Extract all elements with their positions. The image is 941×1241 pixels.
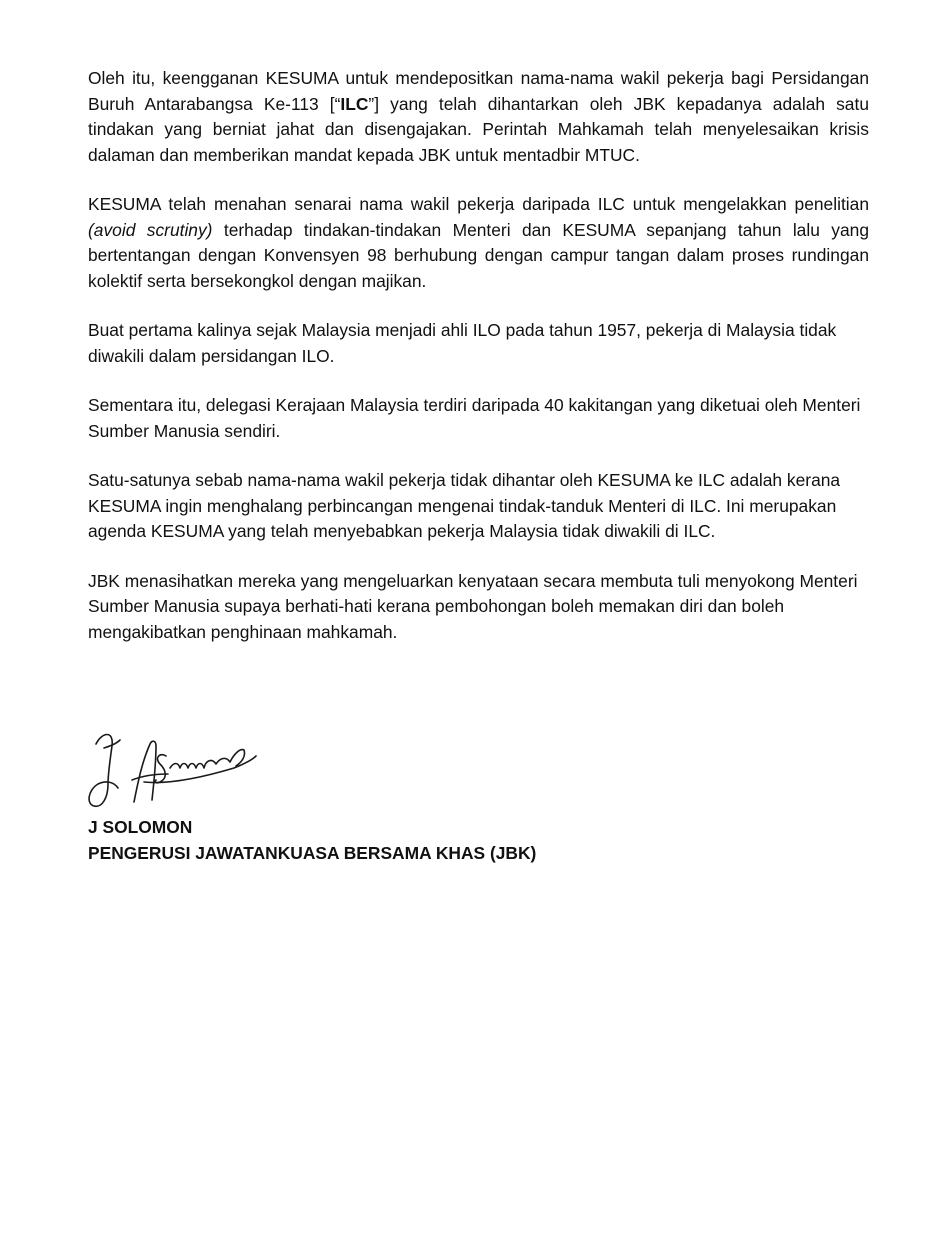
paragraph-2-text-b: terhadap tindakan-tindakan Menteri dan KESUMA sepanjang tahun lalu yang bertentangan dengan Konvensyen 98 berhubung dengan campur tangan dalam proses rundingan kolektif serta bersekongkol dengan majikan. [88, 219, 869, 291]
handwritten-signature [84, 722, 264, 814]
paragraph-1-text-a: Oleh itu, keengganan KESUMA untuk mendepositkan nama-nama wakil pekerja bagi Persidangan Buruh Antarabangsa Ke-113 [“ [88, 68, 869, 114]
paragraph-5: Satu-satunya sebab nama-nama wakil pekerja tidak dihantar oleh KESUMA ke ILC adalah kerana KESUMA ingin menghalang perbincangan mengenai tindak-tanduk Menteri di ILC. Ini merupakan agenda KESUMA yang telah menyebabkan pekerja Malaysia tidak diwakili di ILC. [88, 470, 841, 541]
paragraph-4: Sementara itu, delegasi Kerajaan Malaysia terdiri daripada 40 kakitangan yang diketuai oleh Menteri Sumber Manusia sendiri. [88, 395, 861, 441]
signatory-title: PENGERUSI JAWATANKUASA BERSAMA KHAS (JBK) [88, 843, 537, 863]
letter-body [88, 66, 869, 669]
paragraph-1-bold-ilc: ILC [340, 93, 369, 114]
paragraph-2-text-a: KESUMA telah menahan senarai nama wakil pekerja daripada ILC untuk mengelakkan penelitian [88, 194, 869, 214]
paragraph-2-italic: (avoid scrutiny) [88, 219, 213, 240]
paragraph-3: Buat pertama kalinya sejak Malaysia menjadi ahli ILO pada tahun 1957, pekerja di Malaysia tidak diwakili dalam persidangan ILO. [88, 320, 837, 366]
paragraph-1-text-b: ”] yang telah dihantarkan oleh JBK kepadanya adalah satu tindakan yang berniat jahat dan disengajakan. Perintah Mahkamah telah menyelesaikan krisis dalaman dan memberikan mandat kepada JBK untuk mentadbir MTUC. [88, 93, 869, 165]
paragraph-2 [88, 192, 869, 294]
signatory-name: J SOLOMON [88, 817, 193, 837]
paragraph-1 [88, 66, 869, 168]
paragraph-6: JBK menasihatkan mereka yang mengeluarkan kenyataan secara membuta tuli menyokong Menteri Sumber Manusia supaya berhati-hati kerana pembohongan boleh memakan diri dan boleh mengakibatkan penghinaan mahkamah. [88, 570, 858, 642]
